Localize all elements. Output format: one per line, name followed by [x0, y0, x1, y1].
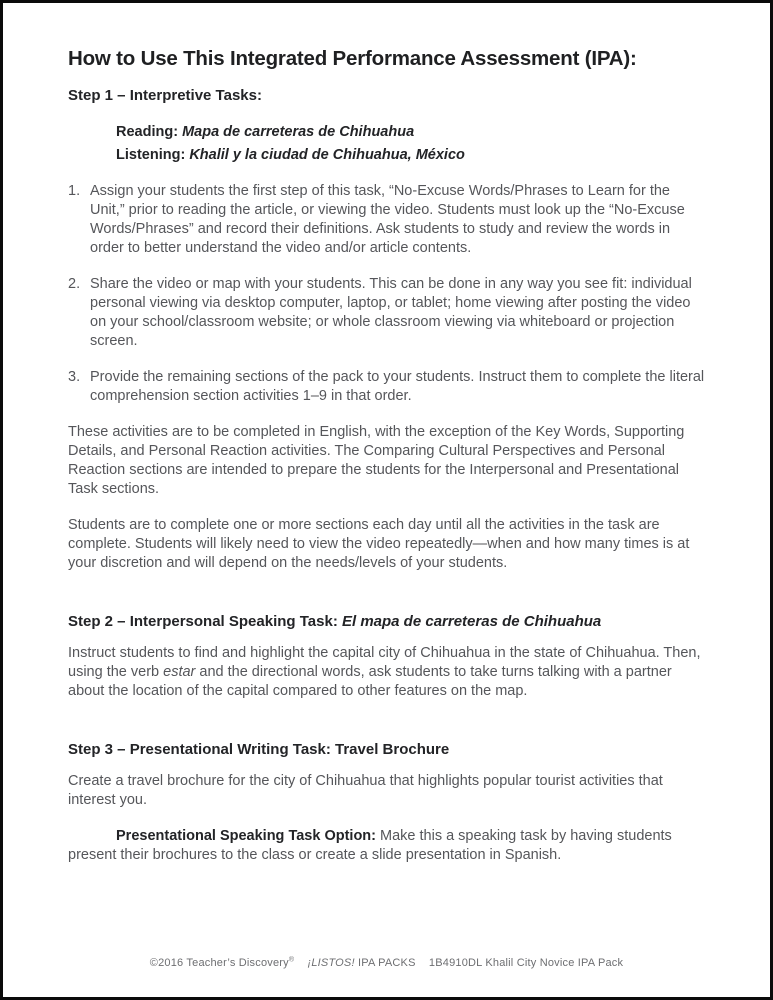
step2-heading — [68, 613, 706, 630]
footer-product-code: 1B4910DL Khalil City Novice IPA Pack — [428, 957, 624, 969]
list-item-text: Assign your students the first step of this task, “No-Excuse Words/Phrases to Learn for the Unit,” prior to reading the article, or viewing the video. Students must look up the “No-Excuse Words/Phrases” and record their definitions. Ask students to study and review the words in order to better understand the video and/or article contents. — [90, 183, 685, 256]
step1-paragraph-pacing: Students are to complete one or more sections each day until all the activities in the task are complete. Students will likely need to view the video repeatedly—when and how many times is at your discretion and will depend on the needs/levels of your students. — [68, 517, 690, 571]
step3-heading: Step 3 – Presentational Writing Task: Travel Brochure — [68, 741, 450, 758]
listening-task-line — [116, 147, 706, 164]
step2-paragraph — [68, 644, 706, 701]
speaking-option-paragraph — [68, 827, 706, 865]
list-item-number: 2. — [68, 276, 81, 292]
list-item-text: Provide the remaining sections of the pack to your students. Instruct them to complete the literal comprehension section activities 1–9 in that order. — [90, 369, 705, 404]
page-title: How to Use This Integrated Performance Assessment (IPA): — [68, 47, 637, 70]
registered-mark: ® — [288, 956, 295, 964]
step2-heading-plain: Step 2 – Interpersonal Speaking Task: — [68, 613, 342, 630]
list-item — [68, 182, 706, 258]
listening-title: Khalil y la ciudad de Chihuahua, México — [189, 147, 465, 163]
speaking-option-label: Presentational Speaking Task Option: — [116, 828, 376, 844]
footer-brand-suffix: IPA PACKS — [354, 957, 416, 969]
step2-verb-estar: estar — [163, 664, 196, 680]
step2-heading-title: El mapa de carreteras de Chihuahua — [341, 613, 602, 630]
step2-paragraph-start: Instruct students to find and highlight the capital city of Chihuahua in the state of Chihuahua. Then, using the verb — [68, 645, 701, 680]
reading-title: Mapa de carreteras de Chihuahua — [182, 124, 415, 140]
step2-paragraph-end: and the directional words, ask students to take turns talking with a partner about the location of the capital compared to other features on the map. — [68, 664, 672, 699]
list-item-text: Share the video or map with your students. This can be done in any way you see fit: individual personal viewing via desktop computer, laptop, or tablet; home viewing after posting the video on your school/classroom website; or whole classroom viewing via whiteboard or projection screen. — [90, 276, 692, 349]
section-spacer — [68, 590, 706, 613]
list-item-number: 3. — [68, 369, 81, 385]
list-item-number: 1. — [68, 183, 81, 199]
footer-copyright-text: ©2016 Teacher’s Discovery — [149, 957, 289, 969]
reading-task-line — [116, 124, 706, 141]
speaking-option-text: Make this a speaking task by having students present their brochures to the class or create a slide presentation in Spanish. — [68, 828, 672, 863]
listening-label: Listening: — [116, 147, 190, 163]
list-item — [68, 275, 706, 351]
step3-paragraph: Create a travel brochure for the city of Chihuahua that highlights popular tourist activities that interest you. — [68, 773, 663, 808]
footer-copyright — [150, 957, 294, 969]
page-footer — [3, 956, 770, 969]
step1-instruction-list — [68, 182, 706, 406]
section-spacer — [68, 718, 706, 741]
page-content — [3, 3, 770, 865]
footer-brand — [307, 957, 415, 969]
step1-paragraph-activities: These activities are to be completed in English, with the exception of the Key Words, Supporting Details, and Personal Reaction activities. The Comparing Cultural Perspectives and Personal Reaction sections are intended to prepare the students for the Interpersonal and Presentational Task sections. — [68, 424, 685, 497]
list-item — [68, 368, 706, 406]
footer-brand-name: ¡LISTOS! — [307, 957, 355, 969]
reading-label: Reading: — [116, 124, 183, 140]
step1-heading: Step 1 – Interpretive Tasks: — [68, 87, 262, 104]
